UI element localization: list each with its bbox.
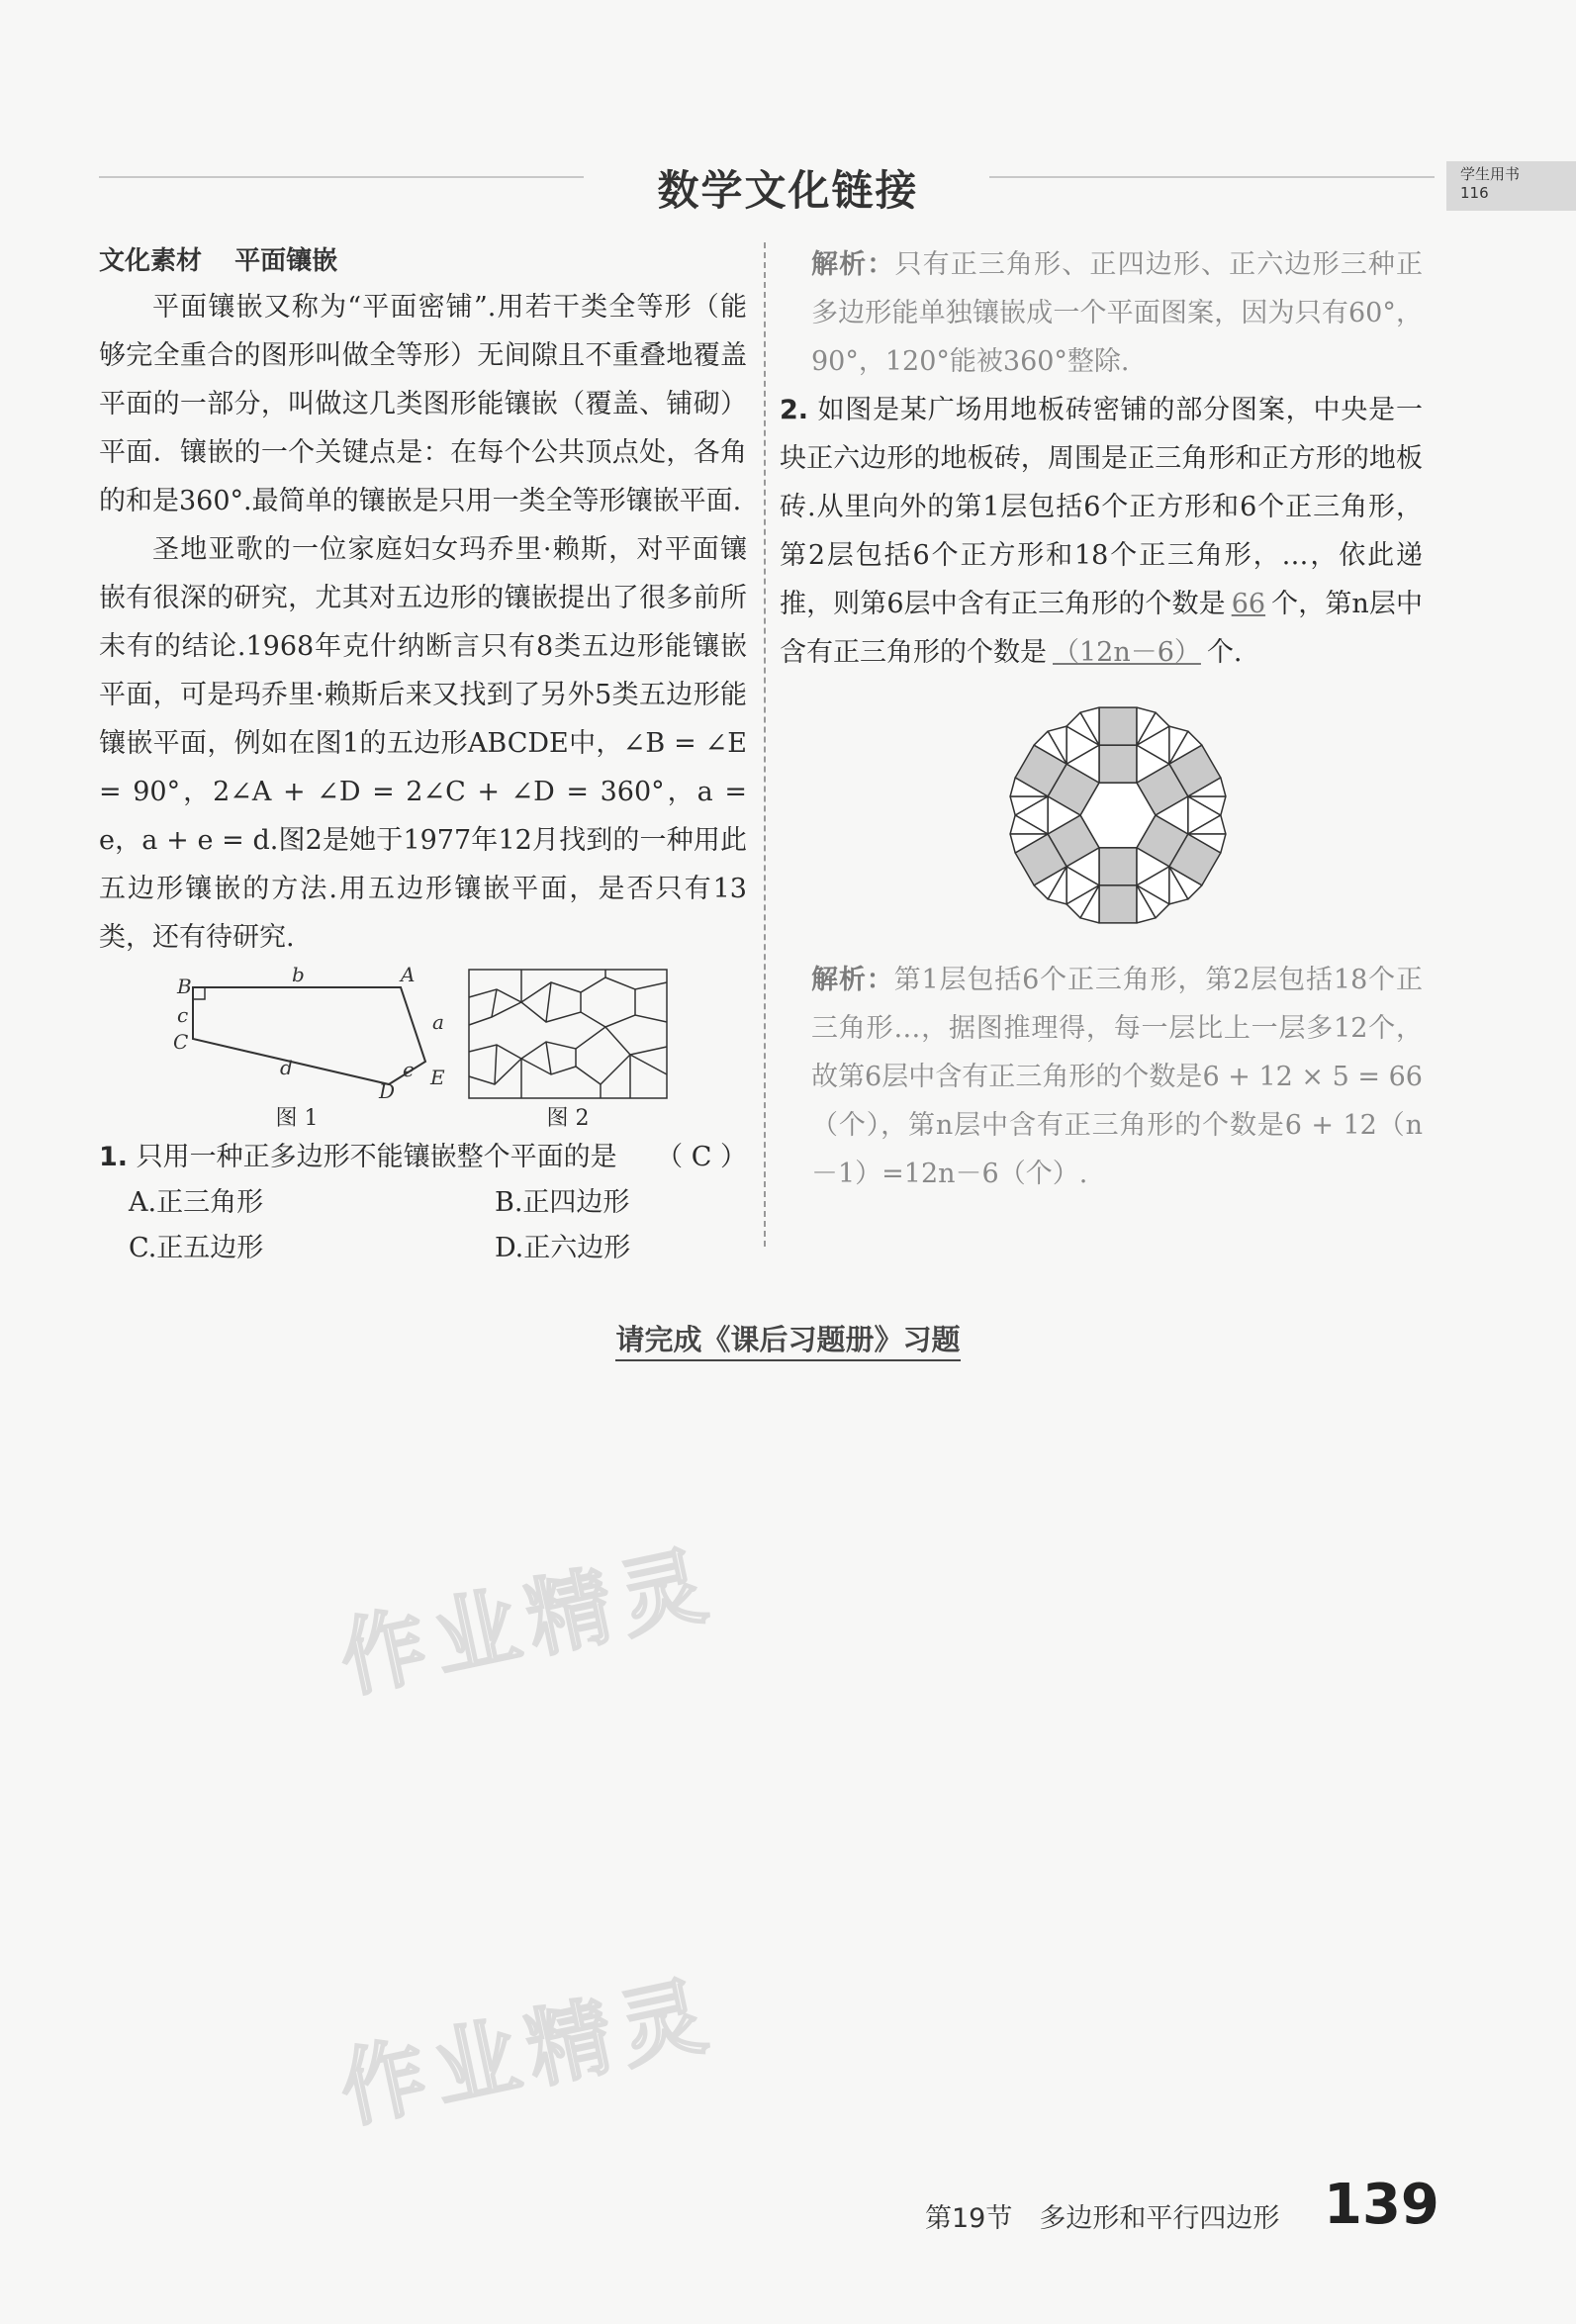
options-row-2 (99, 1226, 747, 1271)
question-2-text: 如图是某广场用地板砖密铺的部分图案，中央是一块正六边形的地板砖，周围是正三角形和正方形的地板砖.从里向外的第1层包括6个正方形和6个正三角形，第2层包括6个正方形和18个正三角形，…，依此递推，则第6层中含有正三角形的个数是 (780, 395, 1423, 619)
page-number: 139 (1324, 2173, 1439, 2237)
figures-row (99, 963, 747, 1131)
question-2-mid: 个，第n层中含有正三角形的个数是 (780, 589, 1423, 668)
section-label: 文化素材 (99, 246, 203, 276)
figure-2-tiling (467, 968, 670, 1101)
figure-1-pentagon (173, 963, 445, 1103)
label-E: E (430, 1066, 445, 1089)
tab-page: 116 (1460, 184, 1489, 202)
solution-2 (780, 956, 1423, 1198)
column-divider (764, 242, 766, 1247)
question-1 (99, 1135, 747, 1180)
label-A: A (401, 963, 416, 986)
solution-1-label: 解析： (811, 249, 895, 280)
left-column (99, 240, 747, 1271)
label-d: d (280, 1056, 293, 1079)
page-title: 数学文化链接 (657, 166, 919, 215)
option-b: B.正四边形 (495, 1187, 630, 1218)
section-heading (99, 240, 747, 277)
tiling-square-layer-1 (1099, 848, 1137, 885)
question-2-blank-2: （12n－6） (1053, 637, 1201, 668)
question-2 (780, 386, 1423, 677)
right-column (780, 240, 1423, 1198)
label-a: a (432, 1010, 444, 1034)
label-C: C (173, 1030, 189, 1054)
solution-2-text: 第1层包括6个正三角形，第2层包括18个正三角形…，据图推理得，每一层比上一层多12个，故第6层中含有正三角形的个数是6 + 12 × 5 = 66（个），第n层中含有正三角形的个数是6 + 12（n－1）=12n－6（个）. (811, 965, 1424, 1189)
tiling-figure (999, 697, 1237, 934)
option-a: A.正三角形 (129, 1187, 264, 1218)
question-1-number: 1. (99, 1142, 129, 1172)
figure-1-caption: 图 1 (275, 1106, 319, 1131)
options-row-1 (99, 1180, 747, 1226)
watermark-1: 作业精灵 (331, 1534, 724, 1711)
pentagon-shape (193, 987, 425, 1084)
tiling-square-layer-1 (1099, 745, 1137, 783)
question-1-answer: （ C ） (656, 1142, 747, 1172)
intro-text (99, 283, 747, 962)
section-title: 平面镶嵌 (234, 246, 338, 276)
paragraph-2: 圣地亚歌的一位家庭妇女玛乔里·赖斯，对平面镶嵌有很深的研究，尤其对五边形的镶嵌提出了很多前所未有的结论.1968年克什纳断言只有8类五边形能镶嵌平面，可是玛乔里·赖斯后来又找到了另外5类五边形能镶嵌平面，例如在图1的五边形ABCDE中，∠B = ∠E = 90°，2∠A + ∠D = 2∠C + ∠D = 360°，a = e，a + e = d.图2是她于1977年12月找到的一种用此五边形镶嵌的方法.用五边形镶嵌平面，是否只有13类，还有待研究. (99, 534, 747, 953)
tiling-square-layer-2 (1099, 707, 1137, 745)
label-e: e (403, 1058, 415, 1081)
label-b: b (292, 963, 305, 986)
tab-label: 学生用书 (1460, 165, 1521, 183)
option-d: D.正六边形 (495, 1233, 631, 1263)
homework-link[interactable] (0, 1318, 1576, 1358)
solution-2-label: 解析： (811, 965, 894, 995)
figure-2-caption: 图 2 (546, 1106, 590, 1131)
watermark-2: 作业精灵 (331, 1964, 724, 2141)
label-D: D (379, 1079, 396, 1103)
question-2-end: 个. (1206, 637, 1243, 668)
label-c: c (177, 1003, 189, 1027)
student-book-tab (1446, 161, 1576, 211)
tiling-square-layer-2 (1099, 885, 1137, 923)
footer-section-title: 第19节 多边形和平行四边形 (925, 2203, 1280, 2234)
paragraph-1: 平面镶嵌又称为“平面密铺”.用若干类全等形（能够完全重合的图形叫做全等形）无间隙且不重叠地覆盖平面的一部分，叫做这几类图形能镶嵌（覆盖、铺砌）平面．镶嵌的一个关键点是：在每个公共顶点处，各角的和是360°.最简单的镶嵌是只用一类全等形镶嵌平面. (99, 292, 747, 516)
question-2-number: 2. (780, 395, 809, 425)
question-2-blank-1: 66 (1231, 589, 1266, 619)
solution-1-text: 只有正三角形、正四边形、正六边形三种正多边形能单独镶嵌成一个平面图案，因为只有60°，90°，120°能被360°整除. (811, 249, 1424, 377)
homework-link-text: 请完成《课后习题册》习题 (615, 1323, 960, 1361)
solution-1 (780, 240, 1423, 386)
question-1-text: 只用一种正多边形不能镶嵌整个平面的是 (136, 1142, 617, 1172)
label-B: B (177, 975, 192, 998)
option-c: C.正五边形 (129, 1233, 264, 1263)
